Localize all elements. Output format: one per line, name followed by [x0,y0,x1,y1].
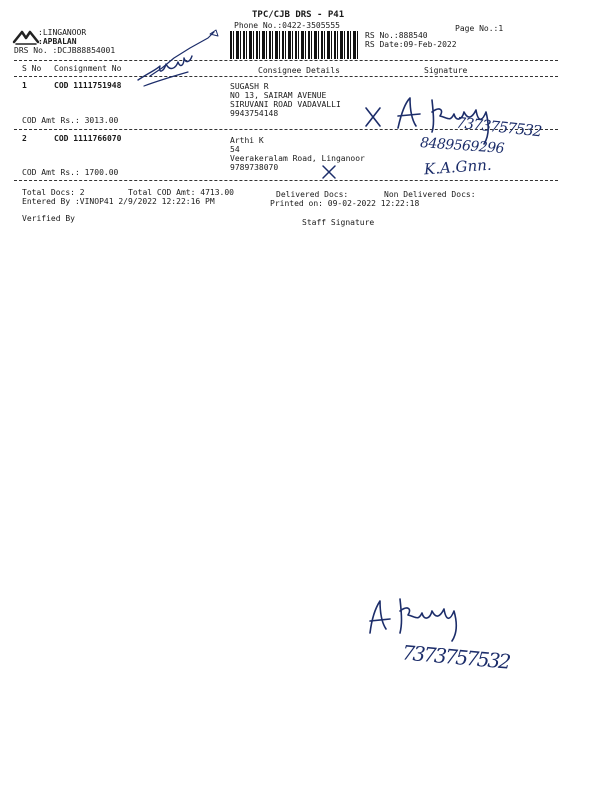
row1-address2: SIRUVANI ROAD VADAVALLI [230,100,341,109]
logo-mark-icon [12,28,40,46]
header-scribble [130,28,225,92]
branch-line-2: :APBALAN [38,37,77,46]
row1-name: SUGASH R [230,82,269,91]
row2-consignment: COD 1111766070 [54,134,122,143]
row2-handwritten-name: K.A.Gnn. [423,155,493,179]
header-bottom-rule [14,76,558,77]
document-title: TPC/CJB DRS - P41 [252,10,345,20]
row1-handwritten-phone: 7373757532 [455,113,543,141]
row1-phone: 9943754148 [230,109,279,118]
col-consignee: Consignee Details [258,66,340,75]
drs-number: DRS No. :DCJB88854001 [14,46,116,55]
page-number: Page No.:1 [455,24,504,33]
row2-name: Arthi K [230,136,264,145]
printed-on: Printed on: 09-02-2022 12:22:18 [270,199,420,208]
row1-cod: COD Amt Rs.: 3013.00 [22,116,119,125]
barcode [230,31,358,59]
row2-handwritten-cross [320,162,340,182]
header-top-rule [14,60,558,61]
phone-number: Phone No.:0422-3505555 [234,21,340,30]
row2-address2: Veerakeralam Road, Linganoor [230,154,365,163]
branch-line-1: :LINGANOOR [38,28,87,37]
row1-address1: NO 13, SAIRAM AVENUE [230,91,327,100]
col-sno: S No [22,64,42,73]
row2-handwritten-phone: 8489569296 [419,135,505,157]
row2-sno: 2 [22,134,27,143]
row2-cod: COD Amt Rs.: 1700.00 [22,168,119,177]
row1-sno: 1 [22,81,27,90]
entered-by: Entered By :VINOP41 2/9/2022 12:22:16 PM [22,197,215,206]
total-cod: Total COD Amt: 4713.00 [128,188,234,197]
col-consignment: Consignment No [54,64,122,73]
total-docs: Total Docs: 2 [22,188,85,197]
row2-address1: 54 [230,145,240,154]
bottom-handwritten-phone: 7373757532 [401,640,511,674]
col-signature: Signature [424,66,468,75]
bottom-handwritten-signature [360,585,500,645]
row2-bottom-rule [14,180,558,181]
row2-phone: 9789738070 [230,163,279,172]
verified-by: Verified By [22,214,75,223]
row1-consignment: COD 1111751948 [54,81,122,90]
rs-number: RS No.:888540 [365,31,428,40]
staff-signature: Staff Signature [302,218,375,227]
delivered-docs: Delivered Docs: [276,190,349,199]
rs-date: RS Date:09-Feb-2022 [365,40,457,49]
non-delivered-docs: Non Delivered Docs: [384,190,476,199]
